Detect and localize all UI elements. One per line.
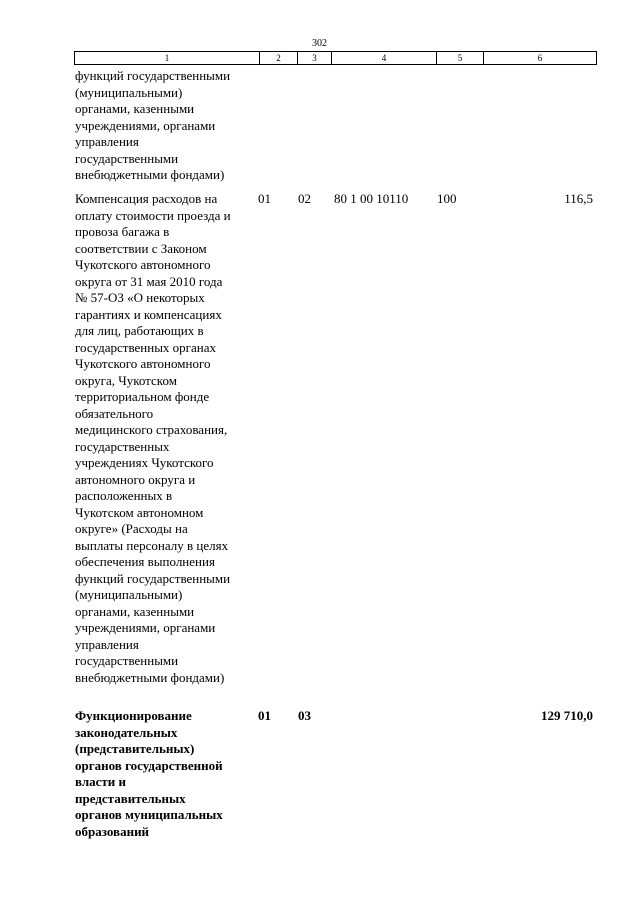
row-subsection-code: 03 (298, 708, 311, 723)
column-header-6: 6 (484, 52, 597, 65)
row-name: функций государственными (муниципальными) органами, казенными учреждениями, органами управления государственными внебюджетными фондами) (75, 68, 231, 182)
column-header-2: 2 (260, 52, 298, 65)
column-header-4: 4 (332, 52, 437, 65)
row-target-code: 80 1 00 10110 (334, 191, 409, 206)
row-section-code: 01 (258, 191, 271, 206)
row-sum: 116,5 (564, 191, 593, 206)
row-name: Компенсация расходов на оплату стоимости проезда и провоза багажа в соответствии с Законом Чукотского автономного округа от 31 мая 2010 года № 57-ОЗ «О некоторых гарантиях и компенсациях для лиц, работающих в государственных органах Чукотского автономного округа, Чукотском территориальном фонде обязательного медицинского страхования, государственных учреждениях Чукотского автономного округа и расположенных в Чукотском автономном округе» (Расходы на выплаты персоналу в целях обеспечения выполнения функций государственными (муниципальными) органами, казенными учреждениями, органами управления государственными внебюджетными фондами) (75, 191, 231, 685)
row-name: Функционирование законодательных (представительных) органов государственной власти и представительных органов муниципальных образований (75, 708, 223, 839)
column-header-table (74, 51, 597, 65)
row-expense-type: 100 (437, 191, 457, 206)
row-sum: 129 710,0 (541, 708, 593, 723)
page-number: 302 (312, 38, 327, 49)
column-header-3: 3 (298, 52, 332, 65)
row-subsection-code: 02 (298, 191, 311, 206)
row-section-code: 01 (258, 708, 271, 723)
column-header-1: 1 (75, 52, 260, 65)
column-header-5: 5 (437, 52, 484, 65)
column-header-row (75, 52, 597, 65)
